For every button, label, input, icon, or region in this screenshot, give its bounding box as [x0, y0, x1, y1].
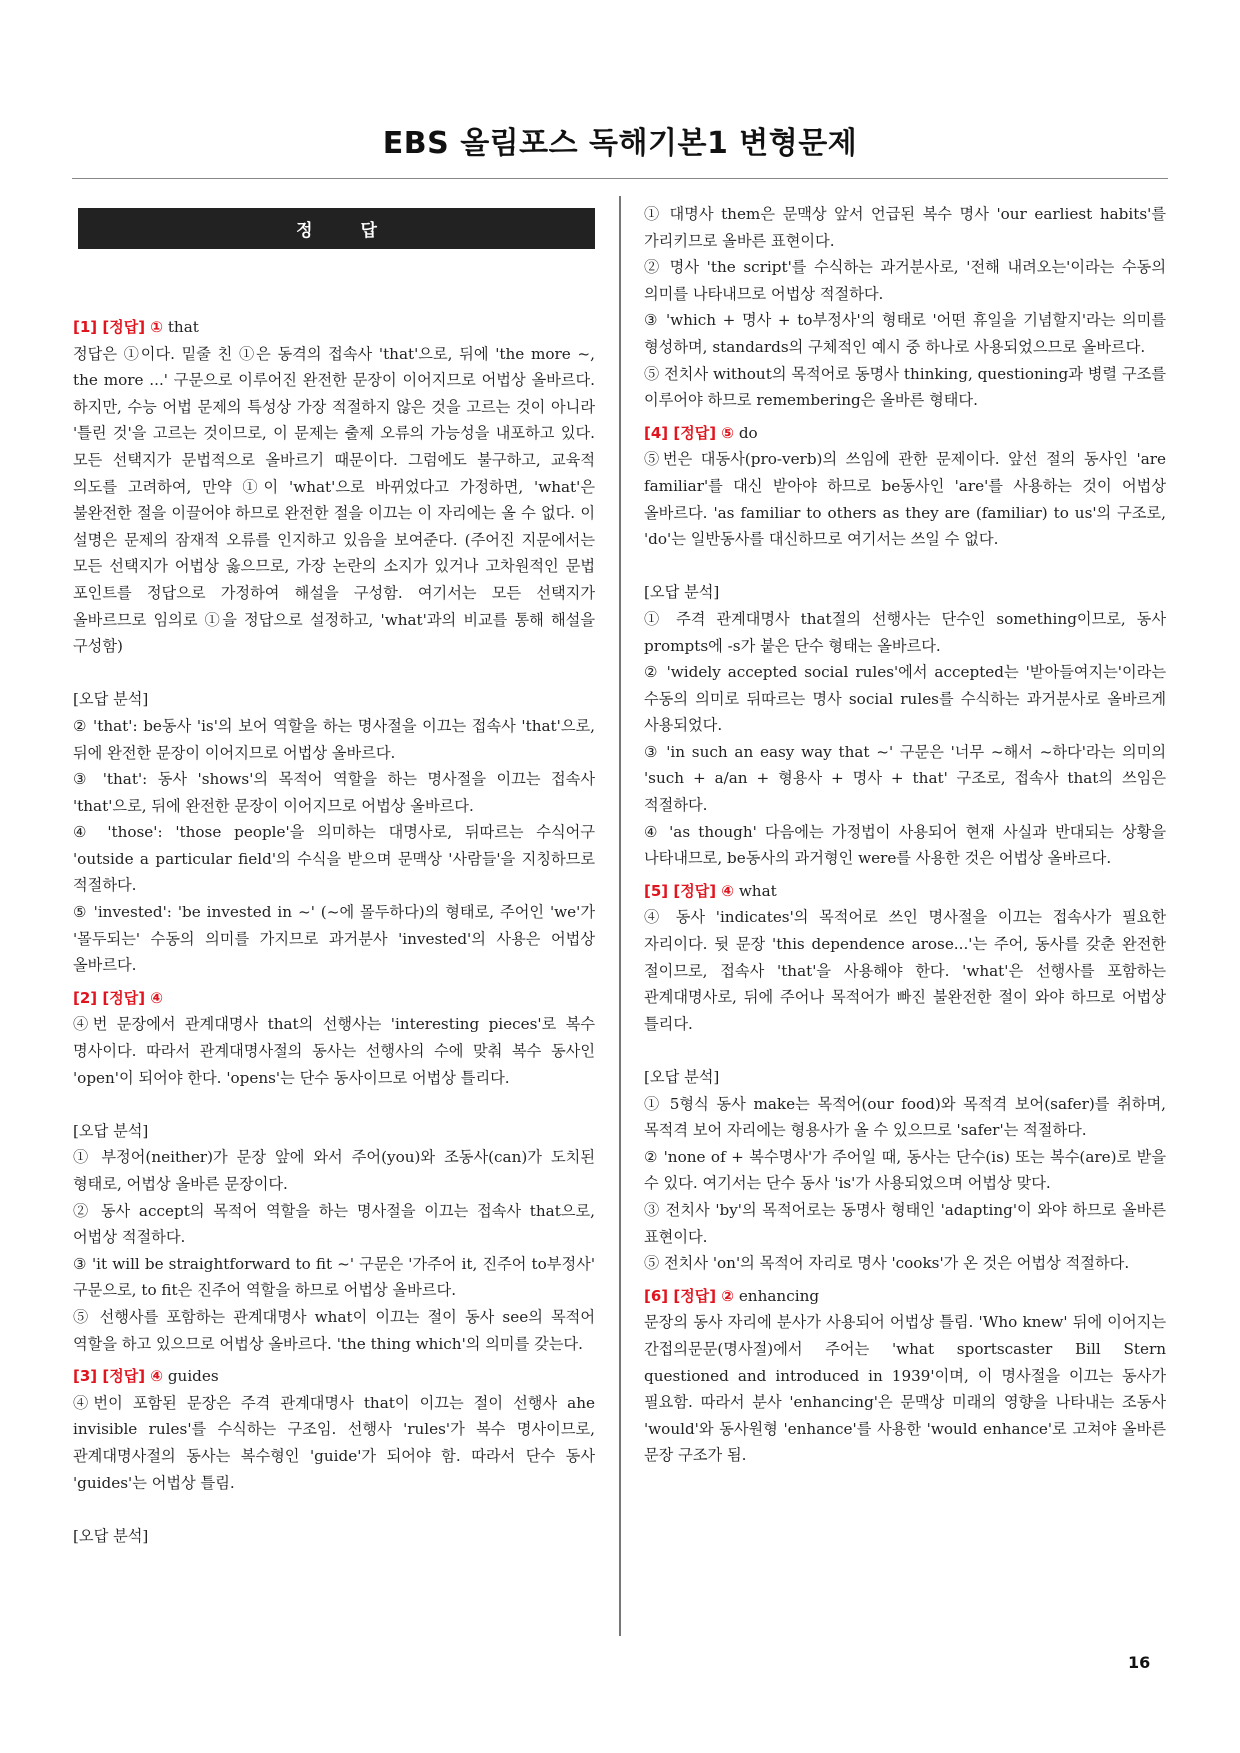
- question-4-analysis-item: ④ 'as though' 다음에는 가정법이 사용되어 현재 사실과 반대되는 상황을 나타내므로, be동사의 과거형인 were를 사용한 것은 어법상 올바르다.: [644, 822, 1166, 868]
- question-2-explanation: ④번 문장에서 관계대명사 that의 선행사는 'interesting pieces'로 복수 명사이다. 따라서 관계대명사절의 동사는 선행사의 수에 맞춰 복수 동사인 'open'이 되어야 한다. 'opens'는 단수 동사이므로 어법상 틀리다.: [73, 1015, 595, 1087]
- question-3-analysis-label: [오답 분석]: [73, 1526, 149, 1545]
- question-3-header: [73, 1363, 595, 1390]
- right-column: [644, 201, 1166, 1469]
- question-2-number: [2] [정답] ④: [73, 988, 163, 1007]
- left-column: [73, 308, 595, 1549]
- question-6-number: [6] [정답] ②: [644, 1286, 734, 1305]
- question-2-analysis-item: ③ 'it will be straightforward to fit ~' 구문은 '가주어 it, 진주어 to부정사' 구문으로, to fit은 진주어 역할을 하므로 어법상 올바르다.: [73, 1254, 595, 1300]
- question-5-number: [5] [정답] ④: [644, 881, 734, 900]
- answer-section-label: 정답: [296, 221, 425, 241]
- question-3-analysis-item: ③ 'which + 명사 + to부정사'의 형태로 '어떤 휴일을 기념할지'라는 의미를 형성하며, standards의 구체적인 예시 중 하나로 사용되었으므로 올바르다.: [644, 311, 1166, 356]
- question-1-analysis-item: ② 'that': be동사 'is'의 보어 역할을 하는 명사절을 이끄는 접속사 'that'으로, 뒤에 완전한 문장이 이어지므로 어법상 올바르다.: [73, 716, 595, 762]
- question-3-explanation: ④번이 포함된 문장은 주격 관계대명사 that이 이끄는 절이 선행사 ahe invisible rules'를 수식하는 구조임. 선행사 'rules'가 복수 명사이므로, 관계대명사절의 동사는 복수형인 'guide'가 되어야 함. 따라서 단수 동사 'guides'는 어법상 틀림.: [73, 1393, 595, 1492]
- question-4-number: [4] [정답] ⑤: [644, 423, 734, 442]
- question-4-answer: do: [738, 423, 758, 442]
- question-1-analysis-label: [오답 분석]: [73, 690, 149, 709]
- question-3-answer: guides: [167, 1367, 219, 1386]
- question-5-analysis-item: ② 'none of + 복수명사'가 주어일 때, 동사는 단수(is) 또는 복수(are)로 받을 수 있다. 여기서는 단수 동사 'is'가 사용되었으며 어법상 맞다.: [644, 1147, 1166, 1193]
- question-4-analysis-item: ② 'widely accepted social rules'에서 accepted는 '받아들여지는'이라는 수동의 의미로 뒤따르는 명사 social rules를 수식하는 과거분사로 올바르게 사용되었다.: [644, 663, 1166, 735]
- question-4-analysis-label: [오답 분석]: [644, 583, 720, 602]
- question-1-analysis-item: ③ 'that': 동사 'shows'의 목적어 역할을 하는 명사절을 이끄는 접속사 'that'으로, 뒤에 완전한 문장이 이어지므로 어법상 올바르다.: [73, 770, 595, 815]
- question-5-explanation: ④ 동사 'indicates'의 목적어로 쓰인 명사절을 이끄는 접속사가 필요한 자리이다. 뒷 문장 'this dependence arose...'는 주어, 동사를 갖춘 완전한 절이므로, 접속사 'that'을 사용해야 한다. 'what'은 선행사를 포함하는 관계대명사로, 뒤에 주어나 목적어가 빠진 불완전한 절이 와야 하므로 어법상 틀리다.: [644, 908, 1166, 1033]
- page-number: 16: [1128, 1653, 1151, 1672]
- question-2-header: [73, 985, 595, 1012]
- question-1-explanation: 정답은 ①이다. 밑줄 친 ①은 동격의 접속사 'that'으로, 뒤에 'the more ~, the more ...' 구문으로 이루어진 완전한 문장이 이어지므로 어법상 올바르다. 하지만, 수능 어법 문제의 특성상 가장 적절하지 않은 것을 고르는 것이 아니라 '틀린 것'을 고르는 것이므로, 이 문제는 출제 오류의 가능성을 내포하고 있다. 모든 선택지가 문법적으로 올바르기 때문이다. 그럼에도 불구하고, 교육적 의도를 고려하여, 만약 ①이 'what'으로 바뀌었다고 가정하면, 'what'은 불완전한 절을 이끌어야 하므로 완전한 절을 이끄는 이 자리에는 올 수 없다. 이 설명은 문제의 잠재적 오류를 인지하고 있음을 보여준다. (주어진 지문에서는 모든 선택지가 어법상 옳으므로, 가장 논란의 소지가 있거나 고차원적인 문법 포인트를 정답으로 가정하여 해설을 구성함. 여기서는 모든 선택지가 올바르므로 임의로 ①을 정답으로 설정하고, 'what'과의 비교를 통해 해설을 구성함): [73, 344, 595, 656]
- question-1-number: [1] [정답] ①: [73, 318, 163, 336]
- question-1-answer: that: [167, 318, 199, 336]
- question-1-analysis-item: ④ 'those': 'those people'을 의미하는 대명사로, 뒤따르는 수식어구 'outside a particular field'의 수식을 받으며 문맥상 '사람들'을 지칭하므로 적절하다.: [73, 823, 595, 895]
- header-divider: [72, 178, 1168, 179]
- question-3-analysis-item: ⑤ 전치사 without의 목적어로 동명사 thinking, questioning과 병렬 구조를 이루어야 하므로 remembering은 올바른 형태다.: [644, 364, 1166, 410]
- question-1-analysis-item: ⑤ 'invested': 'be invested in ~' (~에 몰두하다)의 형태로, 주어인 'we'가 '몰두되는' 수동의 의미를 가지므로 과거분사 'invested'의 사용은 어법상 올바르다.: [73, 903, 595, 975]
- question-4-analysis-item: ③ 'in such an easy way that ~' 구문은 '너무 ~해서 ~하다'라는 의미의 'such + a/an + 형용사 + 명사 + that' 구조로, 접속사 that의 쓰임은 적절하다.: [644, 742, 1166, 815]
- question-1-header: [73, 314, 595, 341]
- column-divider: [619, 196, 621, 1636]
- question-4-header: [644, 420, 1166, 447]
- question-6-answer: enhancing: [738, 1286, 820, 1305]
- question-2-analysis-item: ⑤ 선행사를 포함하는 관계대명사 what이 이끄는 절이 동사 see의 목적어 역할을 하고 있으므로 어법상 올바르다. 'the thing which'의 의미를 갖는다.: [73, 1307, 595, 1353]
- question-5-analysis-item: ③ 전치사 'by'의 목적어로는 동명사 형태인 'adapting'이 와야 하므로 올바른 표현이다.: [644, 1200, 1166, 1246]
- question-3-number: [3] [정답] ④: [73, 1367, 163, 1386]
- question-5-analysis-item: ① 5형식 동사 make는 목적어(our food)와 목적격 보어(safer)를 취하며, 목적격 보어 자리에는 형용사가 올 수 있으므로 'safer'는 적절하다.: [644, 1094, 1166, 1140]
- question-4-analysis-item: ① 주격 관계대명사 that절의 선행사는 단수인 something이므로, 동사 prompts에 -s가 붙은 단수 형태는 올바르다.: [644, 609, 1166, 655]
- question-6-header: [644, 1283, 1166, 1310]
- question-6-explanation: 문장의 동사 자리에 분사가 사용되어 어법상 틀림. 'Who knew' 뒤에 이어지는 간접의문문(명사절)에서 주어는 'what sportscaster Bill Stern questioned and introduced in 1939'이며, 이 명사절을 이끄는 동사가 필요함. 따라서 분사 'enhancing'은 문맥상 미래의 영향을 나타내는 조동사 'would'와 동사원형 'enhance'를 사용한 'would enhance'로 고쳐야 올바른 문장 구조가 됨.: [644, 1313, 1166, 1465]
- question-2-analysis-item: ② 동사 accept의 목적어 역할을 하는 명사절을 이끄는 접속사 that으로, 어법상 적절하다.: [73, 1201, 595, 1247]
- question-2-analysis-item: ① 부정어(neither)가 문장 앞에 와서 주어(you)와 조동사(can)가 도치된 형태로, 어법상 올바른 문장이다.: [73, 1148, 595, 1193]
- answer-section-bar: [78, 208, 595, 249]
- question-5-header: [644, 878, 1166, 905]
- page-title: EBS 올림포스 독해기본1 변형문제: [382, 126, 858, 161]
- question-5-answer: what: [738, 881, 777, 900]
- question-3-analysis-item: ① 대명사 them은 문맥상 앞서 언급된 복수 명사 'our earliest habits'를 가리키므로 올바른 표현이다.: [644, 205, 1166, 250]
- question-5-analysis-label: [오답 분석]: [644, 1068, 720, 1086]
- question-3-analysis-item: ② 명사 'the script'를 수식하는 과거분사로, '전해 내려오는'이라는 수동의 의미를 나타내므로 어법상 적절하다.: [644, 258, 1166, 303]
- question-5-analysis-item: ⑤ 전치사 'on'의 목적어 자리로 명사 'cooks'가 온 것은 어법상 적절하다.: [644, 1254, 1130, 1273]
- question-4-explanation: ⑤번은 대동사(pro-verb)의 쓰임에 관한 문제이다. 앞선 절의 동사인 'are familiar'를 대신 받아야 하므로 be동사인 'are'를 사용하는 것이 어법상 올바르다. 'as familiar to others as they are (familiar) to us'의 구조로, 'do'는 일반동사를 대신하므로 여기서는 쓰일 수 없다.: [644, 450, 1166, 549]
- question-2-analysis-label: [오답 분석]: [73, 1121, 149, 1140]
